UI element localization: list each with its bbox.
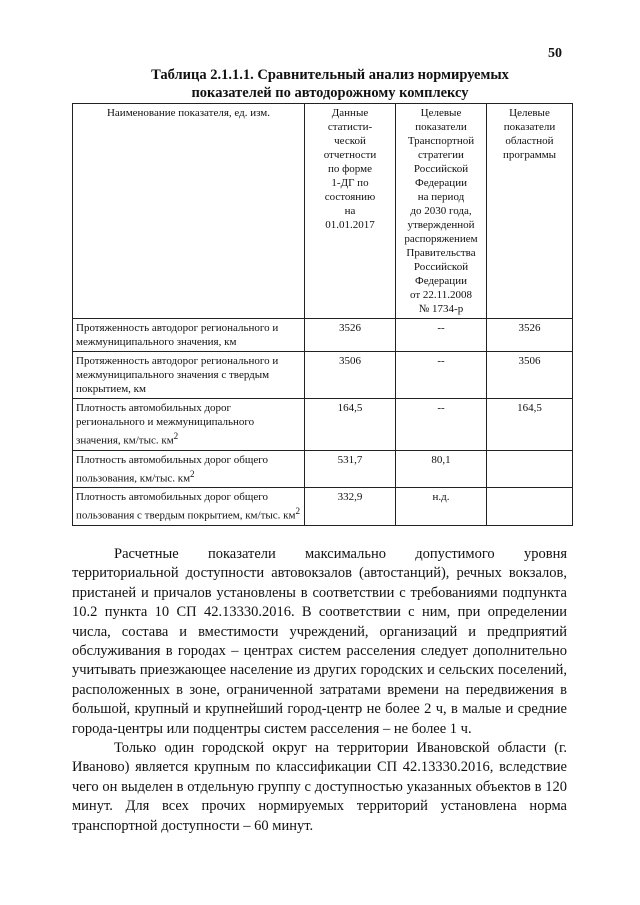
- unit-superscript: 2: [173, 431, 179, 441]
- table-row: [73, 399, 573, 451]
- row-indicator-name: Протяженность автодорог регионального и межмуниципального значения, км: [73, 319, 305, 352]
- indicators-table: [72, 103, 573, 526]
- table-caption-line-1: Таблица 2.1.1.1. Сравнительный анализ нормируемых: [151, 67, 509, 83]
- row-indicator-name-cell: [73, 450, 305, 488]
- table-caption: [80, 66, 580, 102]
- paragraph: Расчетные показатели максимально допустимого уровня территориальной доступности автовокзалов (автостанций), речных вокзалов, пристаней и причалов установлены в соответствии с требованиями подпункта 10.2 пункта 10 СП 42.13330.2016. В соответствии с ним, при определении числа, состава и вместимости учреждений, организаций и предприятий обслуживания в городах – центрах систем расселения следует дополнительно учитывать приезжающее население из других городских и сельских поселений, расположенных в зоне, ограниченной затратами времени на передвижения в большой, крупный и крупнейший город-центр не более 2 ч, в малые и средние города-центры или подцентры систем расселения – не более 1 ч.: [72, 546, 567, 737]
- row-indicator-name-cell: [73, 399, 305, 451]
- paragraph: Только один городской округ на территории Ивановской области (г. Иваново) является крупным по классификации СП 42.13330.2016, вследствие чего он выделен в отдельную группу с доступностью указанных объектов в 120 минут. Для всех прочих нормируемых территорий установлена норма транспортной доступности – 60 минут.: [72, 740, 567, 834]
- row-strategy-value: 80,1: [396, 450, 487, 488]
- row-strategy-value: --: [396, 352, 487, 399]
- header-transport-strategy: Целевые показатели Транспортной стратегии Российской Федерации на период до 2030 года, утвержденной распоряжением Правительства Российской Федерации от 22.11.2008 № 1734-р: [396, 104, 487, 319]
- row-stat-value: 3526: [305, 319, 396, 352]
- row-stat-value: 164,5: [305, 399, 396, 451]
- row-stat-value: 531,7: [305, 450, 396, 488]
- header-regional-program: Целевые показатели областной программы: [487, 104, 573, 319]
- row-strategy-value: --: [396, 399, 487, 451]
- row-strategy-value: н.д.: [396, 488, 487, 526]
- row-stat-value: 332,9: [305, 488, 396, 526]
- row-indicator-name: Плотность автомобильных дорог регионального и межмуниципального значения, км/тыс. км: [76, 402, 255, 447]
- row-program-value: [487, 488, 573, 526]
- row-strategy-value: --: [396, 319, 487, 352]
- header-indicator-name: Наименование показателя, ед. изм.: [73, 104, 305, 319]
- table-row: [73, 488, 573, 526]
- row-indicator-name-cell: [73, 488, 305, 526]
- row-program-value: [487, 450, 573, 488]
- table-row: [73, 450, 573, 488]
- row-indicator-name: Плотность автомобильных дорог общего пользования с твердым покрытием, км/тыс. км: [76, 491, 296, 522]
- page-number: 50: [548, 46, 562, 61]
- row-program-value: 164,5: [487, 399, 573, 451]
- row-program-value: 3506: [487, 352, 573, 399]
- row-indicator-name: Плотность автомобильных дорог общего пользования, км/тыс. км: [76, 453, 268, 485]
- row-indicator-name: Протяженность автодорог регионального и межмуниципального значения с твердым покрытием, км: [73, 352, 305, 399]
- header-statistics: Данные статисти- ческой отчетности по форме 1-ДГ по состоянию на 01.01.2017: [305, 104, 396, 319]
- unit-superscript: 2: [190, 468, 195, 479]
- table-row: [73, 319, 573, 352]
- row-program-value: 3526: [487, 319, 573, 352]
- table-caption-line-2: показателей по автодорожному комплексу: [191, 85, 469, 101]
- row-stat-value: 3506: [305, 352, 396, 399]
- unit-superscript: 2: [295, 506, 301, 517]
- table-header-row: [73, 104, 573, 319]
- body-text: [72, 545, 567, 836]
- table-row: [73, 352, 573, 399]
